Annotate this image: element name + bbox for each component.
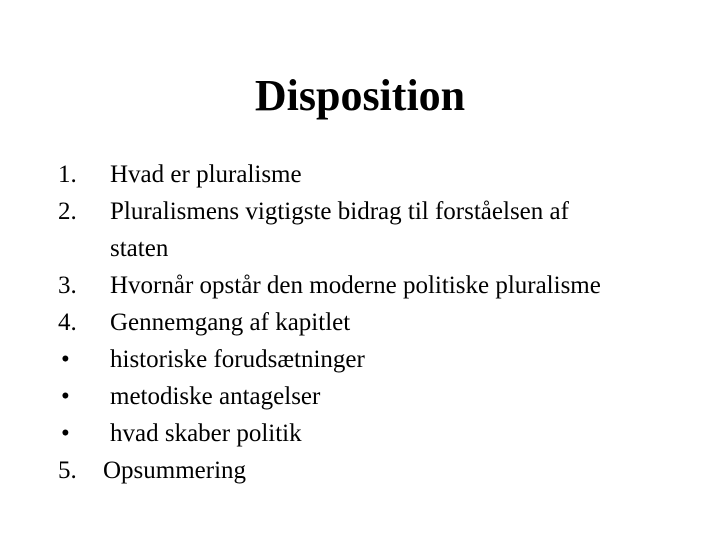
list-item-text: Gennemgang af kapitlet	[110, 309, 351, 336]
list-item-text: Pluralismens vigtigste bidrag til forståelsen af	[110, 198, 569, 225]
list-item-text: historiske forudsætninger	[110, 346, 365, 373]
list-number: 5.	[58, 457, 77, 484]
list-item	[58, 415, 698, 452]
list-item-text: Hvad er pluralisme	[110, 161, 302, 188]
list-item	[58, 267, 698, 304]
slide-title: Disposition	[254, 71, 466, 120]
list-item	[58, 156, 698, 193]
list-item	[58, 452, 698, 489]
list-number: 3.	[58, 272, 77, 299]
bullet-icon: •	[61, 346, 70, 373]
bullet-icon: •	[61, 383, 70, 410]
list-number: 4.	[58, 309, 77, 336]
list-item-text: metodiske antagelser	[110, 383, 321, 410]
list-item-text-continuation: staten	[110, 235, 169, 262]
list-item-text: Hvornår opstår den moderne politiske pluralisme	[110, 272, 601, 299]
list-number: 1.	[58, 161, 77, 188]
list-item-text: Opsummering	[103, 457, 247, 484]
list-item	[58, 304, 698, 341]
agenda-list	[58, 156, 698, 489]
list-item	[58, 378, 698, 415]
list-item-text: hvad skaber politik	[110, 420, 302, 447]
bullet-icon: •	[61, 420, 70, 447]
list-number: 2.	[58, 198, 77, 225]
list-item	[58, 341, 698, 378]
list-item	[58, 193, 698, 267]
